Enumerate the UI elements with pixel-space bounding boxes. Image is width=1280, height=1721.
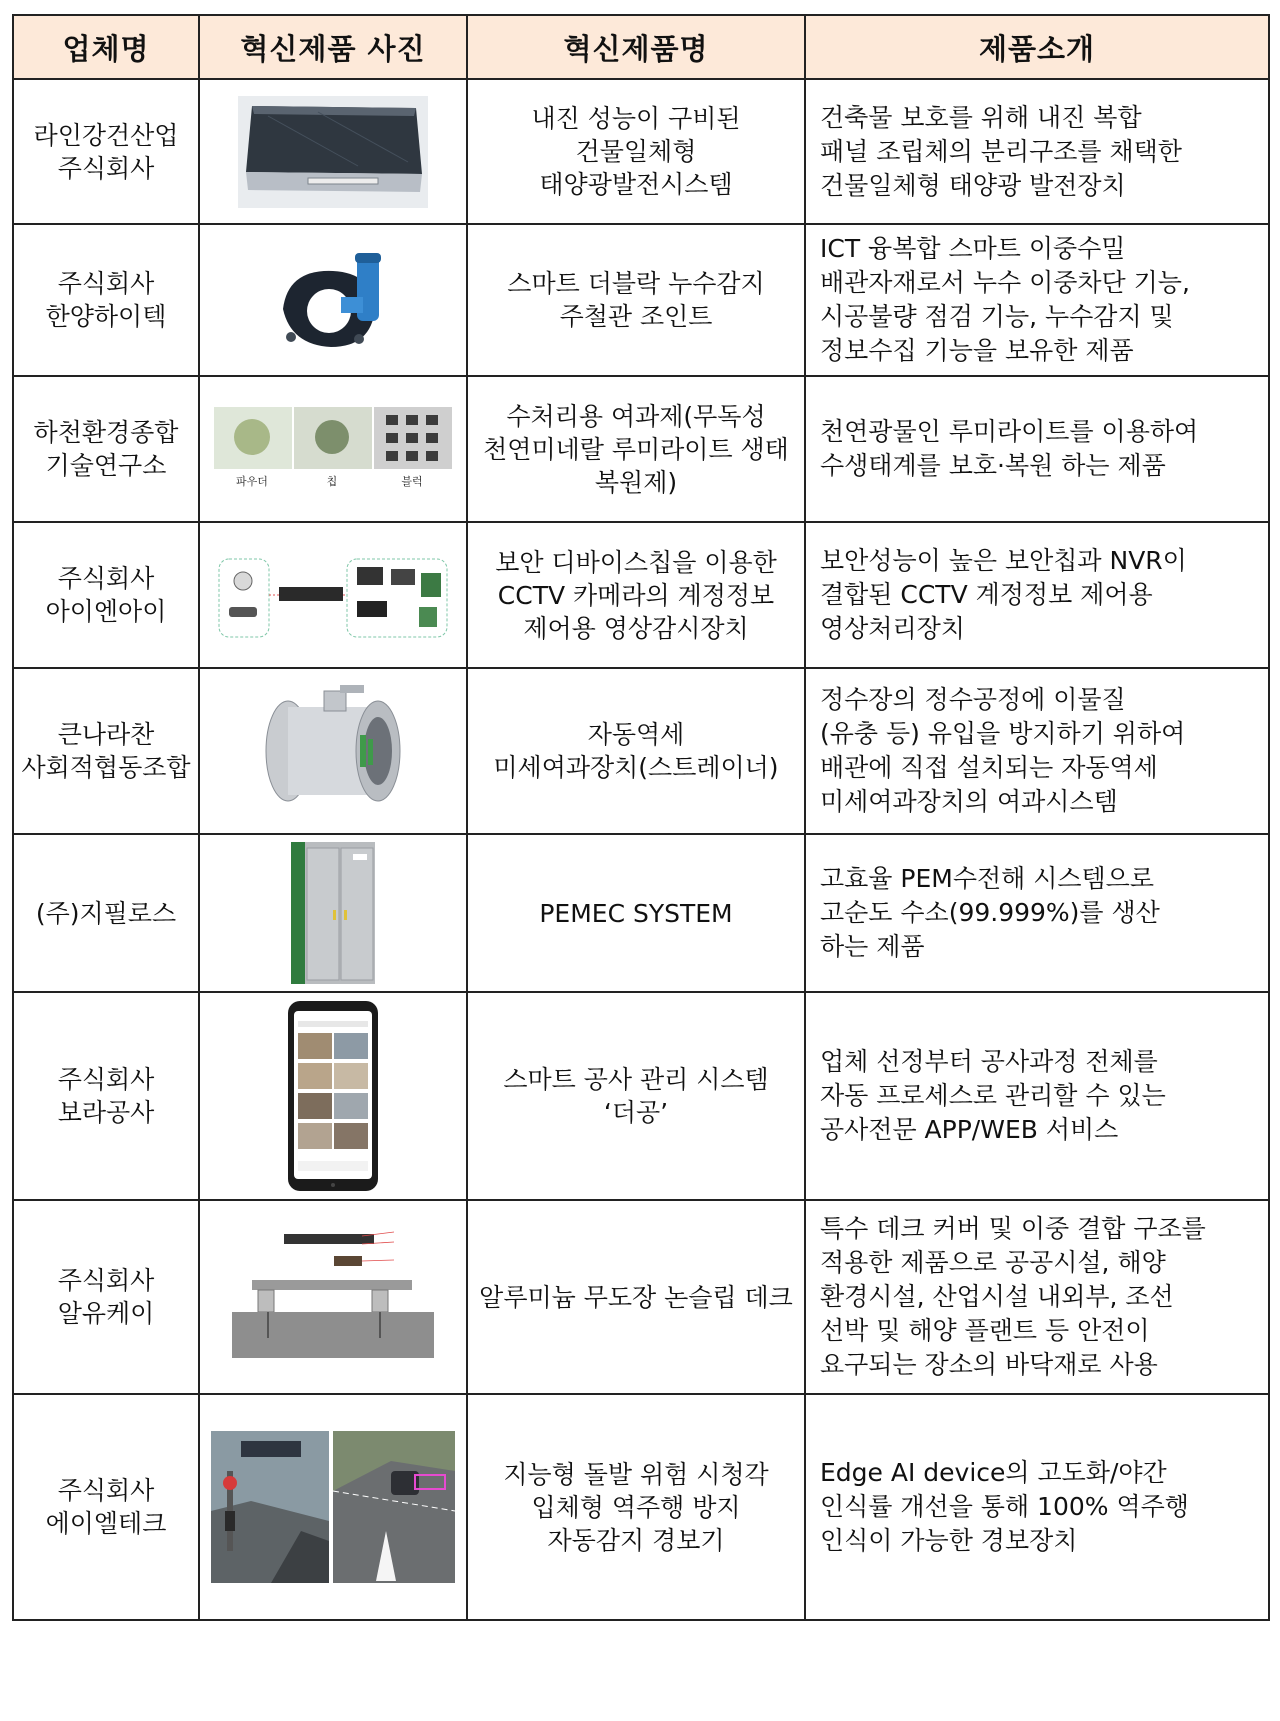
table-row: [13, 79, 1269, 224]
photo-cell: [199, 522, 467, 668]
product-line: 제어용 영상감시장치: [523, 613, 749, 643]
photo-cell: [199, 1394, 467, 1620]
table-row: [13, 522, 1269, 668]
product-line: 자동감지 경보기: [547, 1525, 725, 1555]
strainer-image: [248, 681, 418, 821]
desc-line: 환경시설, 산업시설 내외부, 조선: [820, 1282, 1174, 1311]
description-cell: [805, 522, 1269, 668]
table-row: [13, 834, 1269, 992]
filter-label-powder: 파우더: [236, 475, 268, 488]
desc-line: 요구되는 장소의 바닥재로 사용: [820, 1350, 1158, 1379]
description-cell: [805, 834, 1269, 992]
company-cell: [13, 376, 199, 522]
product-name-cell: [467, 79, 805, 224]
product-line: PEMEC SYSTEM: [539, 898, 733, 928]
innovation-products-table: [12, 14, 1270, 1621]
desc-line: 자동 프로세스로 관리할 수 있는: [820, 1081, 1166, 1110]
desc-line: 수생태계를 보호·복원 하는 제품: [820, 451, 1166, 480]
description-cell: [805, 668, 1269, 834]
header-description: 제품소개: [805, 15, 1269, 79]
product-line: 수처리용 여과제(무독성: [506, 401, 766, 431]
desc-line: 시공불량 점검 기능, 누수감지 및: [820, 302, 1174, 331]
product-line: 태양광발전시스템: [539, 170, 733, 199]
photo-cell: [199, 668, 467, 834]
desc-line: 건물일체형 태양광 발전장치: [820, 170, 1126, 200]
product-line: 스마트 더블락 누수감지: [507, 269, 765, 298]
company-line: 주식회사: [57, 153, 155, 183]
product-line: 미세여과장치(스트레이너): [493, 753, 779, 782]
product-line: CCTV 카메라의 계정정보: [497, 580, 775, 610]
company-line: 주식회사: [57, 269, 155, 298]
company-line: 주식회사: [57, 564, 155, 593]
company-cell: [13, 522, 199, 668]
photo-cell: [199, 834, 467, 992]
header-product-name: 혁신제품명: [467, 15, 805, 79]
product-line: 알루미늄 무도장 논슬립 데크: [479, 1282, 793, 1312]
desc-line: 인식이 가능한 경보장치: [820, 1526, 1078, 1555]
filter-media-image: [212, 405, 454, 493]
company-line: 한양하이텍: [45, 302, 167, 331]
desc-line: 적용한 제품으로 공공시설, 해양: [820, 1248, 1166, 1277]
desc-line: 건축물 보호를 위해 내진 복합: [820, 102, 1142, 132]
desc-line: 고효율 PEM수전해 시스템으로: [820, 864, 1154, 893]
filter-label-chip: 칩: [326, 475, 338, 488]
electrolysis-cabinet-image: [287, 840, 379, 986]
description-cell: [805, 1200, 1269, 1394]
desc-line: 선박 및 해양 플랜트 등 안전이: [820, 1316, 1150, 1345]
desc-line: 공사전문 APP/WEB 서비스: [820, 1115, 1119, 1144]
cctv-diagram-image: [215, 547, 451, 643]
company-line: 하천환경종합: [33, 418, 179, 447]
description-cell: [805, 79, 1269, 224]
table-header-row: [13, 15, 1269, 79]
photo-cell: [199, 992, 467, 1200]
desc-line: 결합된 CCTV 계정정보 제어용: [820, 580, 1153, 609]
company-line: 알유케이: [57, 1299, 155, 1328]
product-line: 보안 디바이스칩을 이용한: [495, 547, 777, 577]
header-company: 업체명: [13, 15, 199, 79]
desc-line: 천연광물인 루미라이트를 이용하여: [820, 417, 1199, 446]
desc-line: 정수장의 정수공정에 이물질: [820, 685, 1126, 714]
product-line: 주철관 조인트: [559, 302, 713, 331]
company-cell: [13, 1394, 199, 1620]
product-line: ‘더공’: [603, 1098, 669, 1127]
photo-cell: [199, 376, 467, 522]
photo-cell: [199, 79, 467, 224]
product-name-cell: [467, 668, 805, 834]
desc-line: 특수 데크 커버 및 이중 결합 구조를: [820, 1214, 1206, 1243]
company-cell: [13, 992, 199, 1200]
company-line: 사회적협동조합: [21, 753, 191, 782]
solar-panel-image: [238, 96, 428, 208]
description-cell: [805, 376, 1269, 522]
company-line: 기술연구소: [45, 451, 167, 480]
company-cell: [13, 1200, 199, 1394]
road-warning-image: [211, 1431, 455, 1583]
photo-cell: [199, 1200, 467, 1394]
company-line: 아이엔아이: [45, 597, 167, 626]
product-line: 복원제): [594, 467, 678, 497]
product-name-cell: [467, 992, 805, 1200]
table-row: [13, 1394, 1269, 1620]
filter-label-block: 블럭: [401, 475, 423, 488]
desc-line: ICT 융복합 스마트 이중수밀: [820, 234, 1126, 263]
deck-cross-section-image: [222, 1222, 444, 1372]
company-line: 주식회사: [57, 1266, 155, 1295]
desc-line: 업체 선정부터 공사과정 전체를: [820, 1047, 1158, 1076]
description-cell: [805, 992, 1269, 1200]
table-row: [13, 668, 1269, 834]
desc-line: 인식률 개선을 통해 100% 역주행: [820, 1492, 1189, 1521]
product-name-cell: [467, 224, 805, 376]
company-cell: [13, 79, 199, 224]
company-cell: [13, 224, 199, 376]
product-line: 지능형 돌발 위험 시청각: [503, 1459, 769, 1489]
photo-cell: [199, 224, 467, 376]
desc-line: 영상처리장치: [820, 614, 965, 643]
table-row: [13, 992, 1269, 1200]
company-line: 주식회사: [57, 1476, 155, 1505]
product-name-cell: [467, 376, 805, 522]
desc-line: (유충 등) 유입을 방지하기 위하여: [820, 719, 1186, 748]
description-cell: [805, 1394, 1269, 1620]
smartphone-app-image: [286, 999, 380, 1193]
desc-line: Edge AI device의 고도화/야간: [820, 1458, 1167, 1487]
product-table-wrapper: [12, 14, 1268, 1621]
desc-line: 하는 제품: [820, 932, 925, 961]
company-cell: [13, 834, 199, 992]
desc-line: 배관자재로서 누수 이중차단 기능,: [820, 268, 1190, 297]
table-row: [13, 224, 1269, 376]
table-row: [13, 376, 1269, 522]
company-line: 보라공사: [57, 1098, 155, 1127]
product-name-cell: [467, 1200, 805, 1394]
company-line: 라인강건산업: [33, 120, 179, 150]
product-line: 내진 성능이 구비된: [531, 104, 741, 133]
pipe-joint-image: [263, 239, 403, 361]
product-line: 입체형 역주행 방지: [531, 1492, 741, 1522]
company-line: 에이엘테크: [45, 1509, 167, 1538]
company-line: 큰나라찬: [57, 720, 155, 749]
description-cell: [805, 224, 1269, 376]
desc-line: 미세여과장치의 여과시스템: [820, 787, 1118, 816]
company-line: (주)지필로스: [35, 898, 177, 928]
desc-line: 정보수집 기능을 보유한 제품: [820, 336, 1134, 365]
product-name-cell: [467, 1394, 805, 1620]
company-line: 주식회사: [57, 1065, 155, 1094]
table-row: [13, 1200, 1269, 1394]
desc-line: 보안성능이 높은 보안칩과 NVR이: [820, 546, 1187, 575]
product-name-cell: [467, 834, 805, 992]
product-name-cell: [467, 522, 805, 668]
company-cell: [13, 668, 199, 834]
header-photo: 혁신제품 사진: [199, 15, 467, 79]
desc-line: 패널 조립체의 분리구조를 채택한: [820, 136, 1182, 166]
product-line: 자동역세: [587, 720, 685, 749]
product-line: 천연미네랄 루미라이트 생태: [483, 434, 789, 464]
desc-line: 고순도 수소(99.999%)를 생산: [820, 898, 1160, 927]
product-line: 스마트 공사 관리 시스템: [503, 1065, 769, 1094]
desc-line: 배관에 직접 설치되는 자동역세: [820, 753, 1158, 782]
product-line: 건물일체형: [575, 137, 697, 166]
